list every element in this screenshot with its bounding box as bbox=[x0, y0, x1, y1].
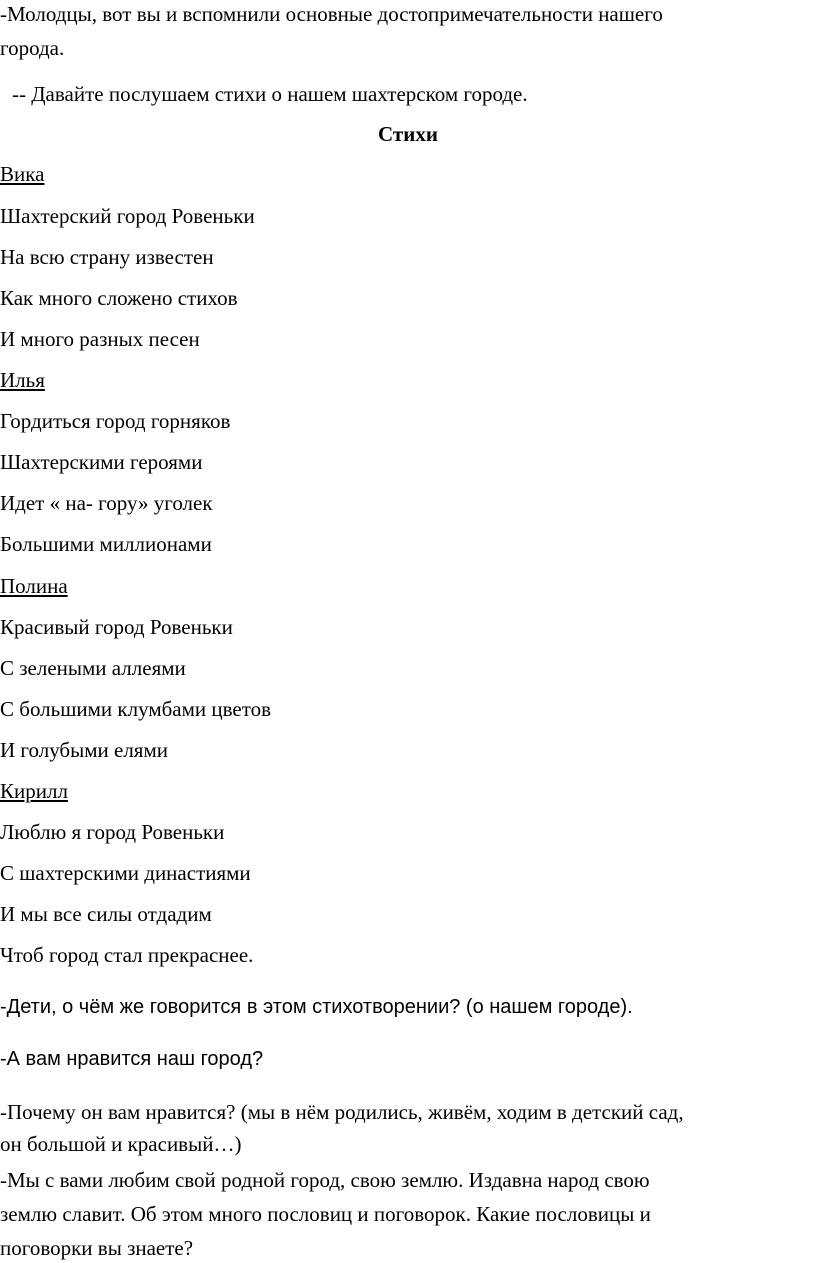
speaker-name: Вика bbox=[0, 162, 45, 186]
intro-line-2: города. bbox=[0, 36, 65, 60]
poem-line: Шахтерскими героями bbox=[0, 450, 203, 474]
paragraph-line: -Мы с вами любим свой родной город, свою землю. Издавна народ свою bbox=[0, 1168, 650, 1192]
paragraph-line: землю славит. Об этом много пословиц и поговорок. Какие пословицы и bbox=[0, 1202, 651, 1226]
poem-line: Шахтерский город Ровеньки bbox=[0, 204, 255, 228]
section-heading: Стихи bbox=[378, 122, 438, 146]
poem-line: И много разных песен bbox=[0, 327, 200, 351]
question-line: -А вам нравится наш город? bbox=[0, 1048, 264, 1070]
intro-line-1: -Молодцы, вот вы и вспомнили основные достопримечательности нашего bbox=[0, 2, 663, 26]
poem-line: Идет « на- гору» уголек bbox=[0, 491, 213, 515]
poem-line: С зелеными аллеями bbox=[0, 656, 186, 680]
poem-line: Красивый город Ровеньки bbox=[0, 615, 233, 639]
poem-line: Большими миллионами bbox=[0, 532, 212, 556]
speaker-name: Полина bbox=[0, 574, 68, 598]
poem-line: И голубыми елями bbox=[0, 738, 168, 762]
intro-line-3: -- Давайте послушаем стихи о нашем шахтерском городе. bbox=[12, 82, 528, 106]
poem-line: С большими клумбами цветов bbox=[0, 697, 272, 721]
poem-line: Гордиться город горняков bbox=[0, 409, 231, 433]
poem-line: Чтоб город стал прекраснее. bbox=[0, 943, 254, 967]
question-line: -Дети, о чём же говорится в этом стихотворении? (о нашем городе). bbox=[0, 996, 633, 1018]
poem-line: Как много сложено стихов bbox=[0, 286, 238, 310]
question-line: -Почему он вам нравится? (мы в нём родились, живём, ходим в детский сад, bbox=[0, 1100, 684, 1124]
paragraph-line: поговорки вы знаете? bbox=[0, 1236, 194, 1260]
poem-line: На всю страну известен bbox=[0, 245, 214, 269]
question-line: он большой и красивый…) bbox=[0, 1132, 242, 1156]
poem-line: С шахтерскими династиями bbox=[0, 861, 251, 885]
speaker-name: Кирилл bbox=[0, 779, 68, 803]
poem-line: Люблю я город Ровеньки bbox=[0, 820, 225, 844]
poem-line: И мы все силы отдадим bbox=[0, 902, 212, 926]
speaker-name: Илья bbox=[0, 368, 45, 392]
